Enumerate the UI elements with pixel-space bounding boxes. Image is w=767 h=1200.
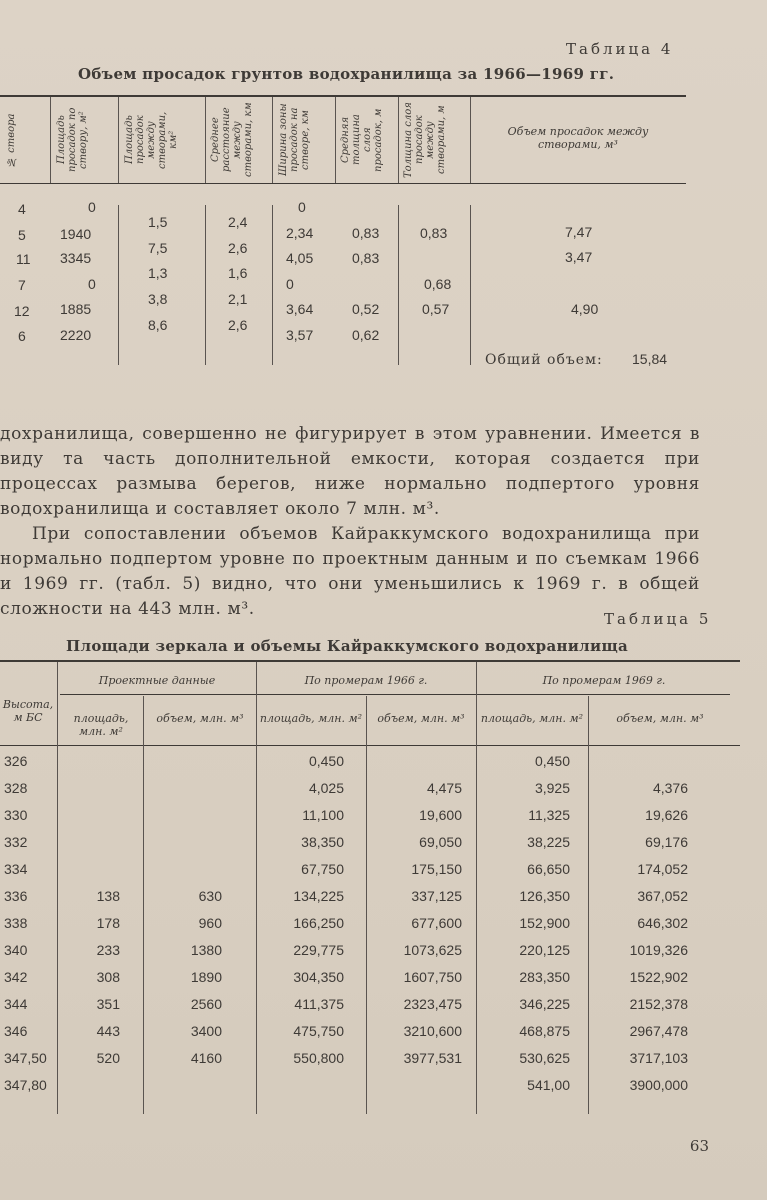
t5-1969-volume: 646,302 (637, 915, 688, 931)
t4-header-distance: Среднее расстояние между створами, км (210, 102, 254, 178)
t5-project-area: 138 (96, 888, 120, 904)
t4-area-stvor: 3345 (60, 250, 92, 266)
t4-area-stvor: 1885 (60, 301, 92, 317)
t5-height: 346 (4, 1023, 28, 1039)
table4-header-rule (0, 183, 686, 184)
t4-area-between: 8,6 (148, 317, 168, 333)
t4-thickness: 0,83 (352, 250, 380, 266)
t5-1966-area: 11,100 (302, 807, 344, 823)
t5-1969-area: 530,625 (519, 1050, 570, 1066)
t4-bsep (118, 205, 119, 365)
t5-1969-area: 220,125 (519, 942, 570, 958)
t4-area-stvor: 0 (88, 276, 96, 292)
t4-thickness-between: 0,57 (422, 301, 450, 317)
t5-1969-volume: 1522,902 (629, 969, 688, 985)
t5-1966-area: 4,025 (308, 780, 344, 796)
t4-stvor: 12 (14, 303, 30, 319)
t5-project-area: 351 (96, 996, 120, 1012)
paragraph-1: дохранилища, совершенно не фигурирует в этом уравнении. Имеется в виду та часть дополнительной емкости, которая создается при процессах размыва берегов, ниже нормально подпертого уровня водохранилища и составляет около 7 млн. м³. (0, 424, 700, 519)
t5-1969-area: 126,350 (519, 888, 570, 904)
t4-width: 0 (286, 276, 294, 292)
t4-width: 3,64 (286, 301, 314, 317)
t5-1969-volume: 2152,378 (629, 996, 688, 1012)
t5-1966-volume: 3977,531 (403, 1050, 462, 1066)
t5-group-1966: По промерам 1966 г. (304, 674, 428, 687)
t5-1966-volume: 337,125 (411, 888, 462, 904)
t5-1966-area: 411,375 (294, 996, 344, 1012)
t5-height: 328 (4, 780, 28, 796)
t4-thickness-between: 0,68 (424, 276, 452, 292)
t5-1969-area: 38,225 (527, 834, 570, 850)
t5-1969-volume: 367,052 (637, 888, 688, 904)
t4-hsep (50, 97, 51, 183)
t4-stvor: 4 (18, 201, 26, 217)
t4-hsep (398, 97, 399, 183)
t4-stvor: 6 (18, 328, 26, 344)
paragraph-2: При сопоставлении объемов Кайраккумского водохранилища при нормально подпертом уровне по проектным данным и по съемкам 1966 и 1969 гг. (табл. 5) видно, что они уменьшились к 1969 г. в общей сложности на 443 млн. м³. (0, 524, 700, 619)
t4-distance: 2,1 (228, 291, 248, 307)
table4-label: Таблица 4 (566, 40, 674, 58)
t5-sub-area: площадь, млн. м² (73, 712, 129, 738)
t5-1966-area: 475,750 (293, 1023, 344, 1039)
t4-hsep (272, 97, 273, 183)
t5-project-volume: 2560 (190, 996, 222, 1012)
t4-stvor: 5 (18, 227, 26, 243)
t4-volume: 4,90 (571, 301, 599, 317)
t5-height: 338 (4, 915, 28, 931)
t5-project-area: 443 (96, 1023, 120, 1039)
t5-1969-area: 11,325 (528, 807, 570, 823)
t4-distance: 2,4 (228, 214, 248, 230)
t5-sep (476, 662, 477, 1114)
t4-area-between: 1,5 (148, 214, 168, 230)
t4-area-between: 7,5 (148, 240, 168, 256)
t5-1966-volume: 175,150 (411, 861, 462, 877)
t5-project-volume: 1380 (190, 942, 222, 958)
t5-project-volume: 4160 (190, 1050, 222, 1066)
t4-width: 0 (298, 199, 306, 215)
t5-1966-volume: 4,475 (426, 780, 462, 796)
t4-header-stvor: № створа (6, 113, 17, 167)
t4-area-stvor: 2220 (60, 327, 92, 343)
t4-width: 3,57 (286, 327, 314, 343)
t4-area-stvor: 1940 (60, 226, 92, 242)
t5-sub-volume: объем, млн. м³ (156, 712, 244, 725)
table4-title: Объем просадок грунтов водохранилища за 1966—1969 гг. (78, 65, 615, 83)
t4-thickness-between: 0,83 (420, 225, 448, 241)
t5-sub-area: площадь, млн. м² (480, 712, 584, 725)
t4-header-width: Ширина зоны просадок на створе, км (278, 103, 311, 177)
t5-1966-volume: 19,600 (419, 807, 462, 823)
t4-total-label: Общий объем: (485, 352, 603, 368)
t5-project-area: 520 (96, 1050, 120, 1066)
t5-1969-volume: 3717,103 (629, 1050, 688, 1066)
t4-bsep (398, 205, 399, 365)
t4-area-stvor: 0 (88, 199, 96, 215)
t5-height: 334 (4, 861, 28, 877)
t5-1969-area: 468,875 (519, 1023, 570, 1039)
table5-group-rule (60, 694, 730, 695)
table5-label: Таблица 5 (604, 610, 712, 628)
t5-1966-volume: 69,050 (419, 834, 462, 850)
t5-height: 330 (4, 807, 28, 823)
t5-1966-volume: 2323,475 (403, 996, 462, 1012)
table5-header-rule (0, 745, 740, 746)
t5-1966-volume: 677,600 (411, 915, 462, 931)
t4-header-area-between: Площадь просадок между створами, км² (124, 111, 179, 169)
t4-total-value: 15,84 (632, 351, 668, 367)
t5-1966-area: 134,225 (293, 888, 344, 904)
t5-1969-volume: 1019,326 (629, 942, 688, 958)
t4-width: 2,34 (286, 225, 314, 241)
t5-height: 340 (4, 942, 28, 958)
page-number: 63 (689, 1137, 709, 1155)
t5-project-volume: 1890 (190, 969, 222, 985)
t5-1966-volume: 1607,750 (403, 969, 462, 985)
t5-1966-area: 166,250 (293, 915, 344, 931)
t5-1966-area: 38,350 (301, 834, 344, 850)
t5-1969-area: 0,450 (534, 753, 570, 769)
t5-project-area: 233 (96, 942, 120, 958)
t4-header-thickness: Средняя толщина слоя просадок, м (340, 108, 384, 172)
t4-stvor: 11 (16, 251, 31, 267)
t5-project-volume: 630 (198, 888, 222, 904)
t5-1966-area: 550,800 (293, 1050, 344, 1066)
t4-hsep (118, 97, 119, 183)
t5-1969-volume: 2967,478 (629, 1023, 688, 1039)
t5-group-1969: По промерам 1969 г. (542, 674, 666, 687)
table5 (0, 660, 740, 1130)
t4-distance: 2,6 (228, 317, 248, 333)
t5-project-area: 178 (96, 915, 120, 931)
t5-sep (366, 696, 367, 1114)
t4-bsep (470, 205, 471, 365)
t5-1969-volume: 19,626 (645, 807, 688, 823)
t5-1969-volume: 4,376 (652, 780, 688, 796)
t5-sub-area: площадь, млн. м² (259, 712, 363, 725)
t4-header-area-stvor: Площадь просадок по створу, м² (56, 107, 89, 173)
t4-hsep (335, 97, 336, 183)
t5-sep (588, 696, 589, 1114)
t5-1966-area: 0,450 (308, 753, 344, 769)
t5-project-area: 308 (96, 969, 120, 985)
t5-height: 342 (4, 969, 28, 985)
t5-height: 347,50 (4, 1050, 47, 1066)
t4-hsep (470, 97, 471, 183)
t5-group-project: Проектные данные (98, 674, 216, 687)
t4-width: 4,05 (286, 250, 314, 266)
t5-1969-volume: 174,052 (637, 861, 688, 877)
t5-project-volume: 960 (198, 915, 222, 931)
t5-1969-area: 66,650 (527, 861, 570, 877)
t5-1966-area: 229,775 (293, 942, 344, 958)
t4-area-between: 1,3 (148, 265, 168, 281)
t4-distance: 1,6 (228, 265, 248, 281)
table5-top-rule (0, 660, 740, 662)
t4-area-between: 3,8 (148, 291, 168, 307)
t5-1969-area: 152,900 (519, 915, 570, 931)
t4-stvor: 7 (18, 277, 26, 293)
t4-volume: 3,47 (565, 249, 593, 265)
t5-height: 347,80 (4, 1077, 47, 1093)
t5-1969-area: 541,00 (527, 1077, 570, 1093)
t4-thickness: 0,83 (352, 225, 380, 241)
t5-1969-area: 283,350 (519, 969, 570, 985)
t4-hsep (205, 97, 206, 183)
t4-header-volume: Объем просадок между створами, м³ (507, 125, 649, 151)
t4-bsep (205, 205, 206, 365)
table4-top-rule (0, 95, 686, 97)
t4-distance: 2,6 (228, 240, 248, 256)
t5-1969-area: 346,225 (519, 996, 570, 1012)
table5-title: Площади зеркала и объемы Кайраккумского водохранилища (66, 637, 629, 655)
t5-1966-volume: 1073,625 (403, 942, 462, 958)
t5-1969-volume: 69,176 (645, 834, 688, 850)
table4 (0, 95, 686, 375)
t4-thickness: 0,52 (352, 301, 380, 317)
t5-height: 344 (4, 996, 28, 1012)
t4-header-thickness-between: Толщина слоя просадок между створами, м (403, 102, 447, 178)
t5-project-volume: 3400 (190, 1023, 222, 1039)
t4-thickness: 0,62 (352, 327, 380, 343)
t4-volume: 7,47 (565, 224, 593, 240)
t5-height: 332 (4, 834, 28, 850)
t5-1969-area: 3,925 (534, 780, 570, 796)
t5-height: 336 (4, 888, 28, 904)
t5-height: 326 (4, 753, 28, 769)
t5-header-height: Высота, м БС (2, 698, 54, 724)
t5-sub-volume: объем, млн. м³ (377, 712, 465, 725)
t5-1966-volume: 3210,600 (403, 1023, 462, 1039)
t5-1966-area: 304,350 (293, 969, 344, 985)
t4-bsep (272, 205, 273, 365)
t5-1969-volume: 3900,000 (629, 1077, 688, 1093)
t5-sub-volume: объем, млн. м³ (616, 712, 704, 725)
t5-1966-area: 67,750 (301, 861, 344, 877)
